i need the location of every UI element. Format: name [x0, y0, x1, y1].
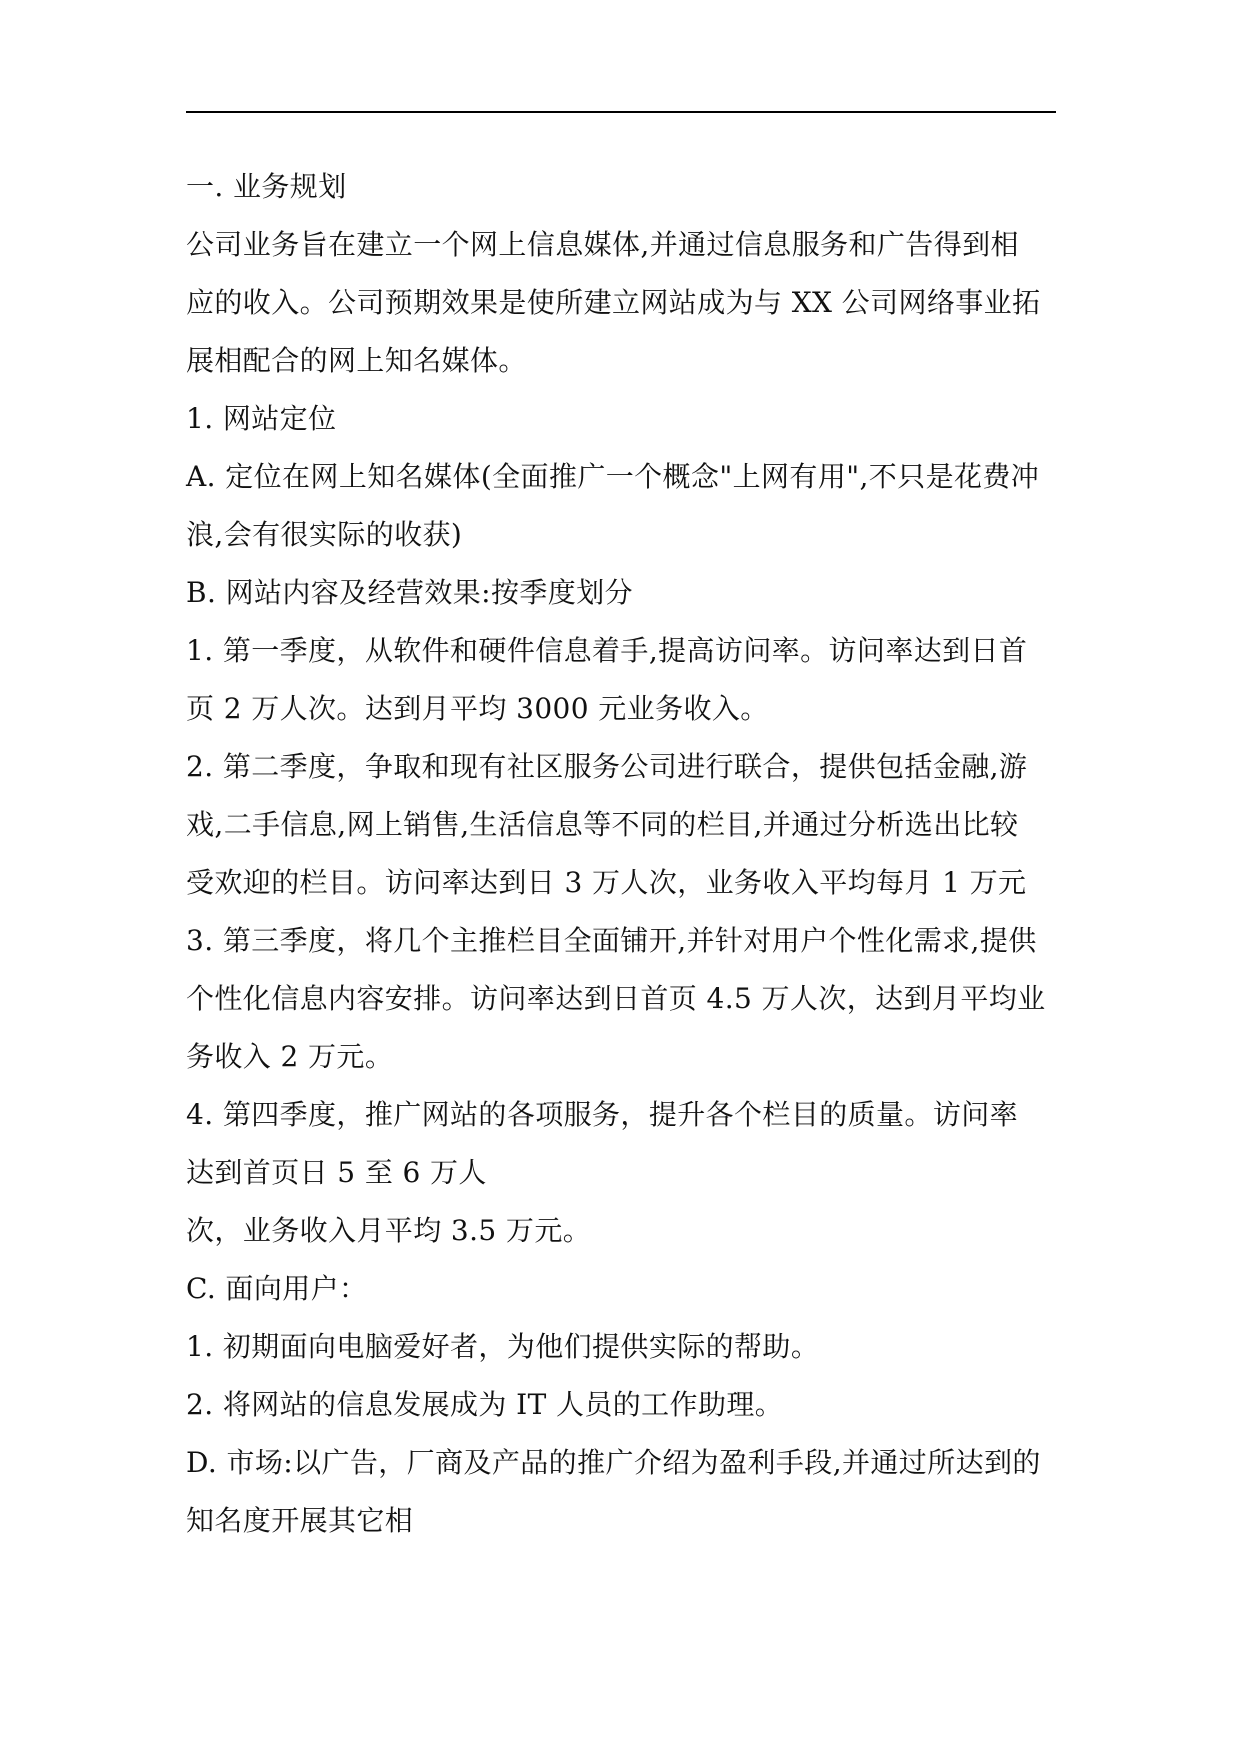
- list-item-line: 1. 第一季度，从软件和硬件信息着手,提高访问率。访问率达到日首: [186, 634, 1028, 667]
- paragraph-line: B. 网站内容及经营效果:按季度划分: [186, 576, 634, 609]
- list-item-line: 受欢迎的栏目。访问率达到日 3 万人次，业务收入平均每月 1 万元: [186, 866, 1027, 899]
- list-item-line: 3. 第三季度，将几个主推栏目全面铺开,并针对用户个性化需求,提供: [186, 924, 1037, 957]
- paragraph-line: 展相配合的网上知名媒体。: [186, 344, 527, 377]
- section-heading: 一. 业务规划: [186, 170, 347, 203]
- list-item-line: 个性化信息内容安排。访问率达到日首页 4.5 万人次，达到月平均业: [186, 982, 1046, 1015]
- paragraph-line: 公司业务旨在建立一个网上信息媒体,并通过信息服务和广告得到相: [186, 228, 1019, 261]
- list-item-line: 戏,二手信息,网上销售,生活信息等不同的栏目,并通过分析选出比较: [186, 808, 1019, 841]
- header-rule: [186, 111, 1056, 113]
- list-item-line: 2. 将网站的信息发展成为 IT 人员的工作助理。: [186, 1388, 784, 1421]
- paragraph-line: D. 市场:以广告，厂商及产品的推广介绍为盈利手段,并通过所达到的: [186, 1446, 1041, 1479]
- list-item-line: 4. 第四季度，推广网站的各项服务，提升各个栏目的质量。访问率: [186, 1098, 1019, 1131]
- list-item-line: 次，业务收入月平均 3.5 万元。: [186, 1214, 592, 1247]
- paragraph-line: 知名度开展其它相: [186, 1504, 414, 1537]
- list-item-line: 2. 第二季度，争取和现有社区服务公司进行联合，提供包括金融,游: [186, 750, 1028, 783]
- paragraph-line: C. 面向用户：: [186, 1272, 368, 1305]
- list-item-line: 页 2 万人次。达到月平均 3000 元业务收入。: [186, 692, 769, 725]
- subsection-heading: 1. 网站定位: [186, 402, 337, 435]
- document-body: [186, 158, 1066, 1550]
- list-item-line: 务收入 2 万元。: [186, 1040, 394, 1073]
- paragraph-line: A. 定位在网上知名媒体(全面推广一个概念"上网有用",不只是花费冲: [186, 460, 1040, 493]
- list-item-line: 达到首页日 5 至 6 万人: [186, 1156, 487, 1189]
- paragraph-line: 浪,会有很实际的收获): [186, 518, 463, 551]
- list-item-line: 1. 初期面向电脑爱好者，为他们提供实际的帮助。: [186, 1330, 820, 1363]
- paragraph-line: 应的收入。公司预期效果是使所建立网站成为与 XX 公司网络事业拓: [186, 286, 1041, 319]
